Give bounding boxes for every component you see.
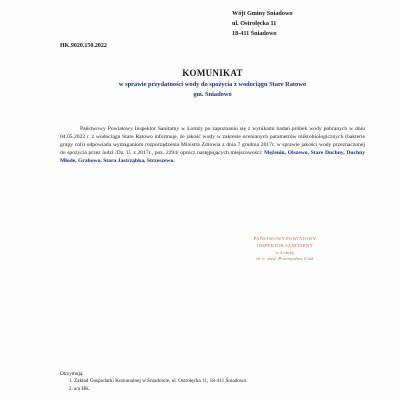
document-subtitle-line2: gm. Śniadowo: [193, 91, 232, 98]
stamp-signature: dr n. med. Przemysław Gink: [256, 256, 314, 262]
distribution-item: 2. a/a HK.: [74, 386, 248, 393]
recipient-street: ul. Ostrołęcka 11: [232, 20, 277, 27]
recipient-name: Wójt Gminy Śniadowo: [232, 10, 293, 17]
case-reference-number: HK.9020.150.2022: [60, 43, 107, 49]
body-main-text: Państwowy Powiatowy Inspektor Sanitarny w Łomży po zapoznaniu się z wynikami badań próbek wody pobranych w dniu 04.05.2022 r. z wodociągu Stare Ratowo informuje, że jakość wody w zakresie ocenianych parametrów mikrobiologicznych (bakterie grupy coli) odpowiada wymaganiom rozporządzenia Ministra Zdrowia z dnia 7 grudnia 2017r. w sprawie jakości wody przeznaczonej do spożycia przez ludzi /Dz. U. z 2017r., poz. 2294/ oprócz następujących miejscowości:: [60, 126, 365, 157]
distribution-item: 1. Zakład Gospodarki Komunalnej w Śniadowie, ul. Ostrołęcka 11, 18-411 Śniadowo.: [74, 378, 248, 385]
affected-localities: Mężenin, Olszewo, Stare Duchny, Duchny Młode, Grabowo, Stara Jastrząbka, Strzeszewo.: [60, 150, 366, 165]
document-subtitle: [60, 80, 365, 100]
stamp-line3: w Łomży: [275, 249, 295, 255]
stamp-line1: PAŃSTWOWY POWIATOWY: [253, 236, 317, 241]
recipient-address: [232, 9, 293, 39]
distribution-list: [60, 371, 248, 393]
body-paragraph: [60, 125, 365, 165]
distribution-items: [60, 378, 248, 393]
official-stamp: [240, 236, 330, 263]
distribution-label: Otrzymują:: [60, 371, 84, 377]
document-heading: [60, 68, 365, 100]
recipient-postal-city: 18-411 Śniadowo: [232, 30, 277, 37]
document-title: KOMUNIKAT: [182, 68, 243, 78]
stamp-line2: INSPEKTOR SANITARNY: [256, 242, 314, 248]
document-subtitle-line1: w sprawie przydatności wody do spożycia z wodociągu Stare Ratowo: [118, 81, 307, 88]
